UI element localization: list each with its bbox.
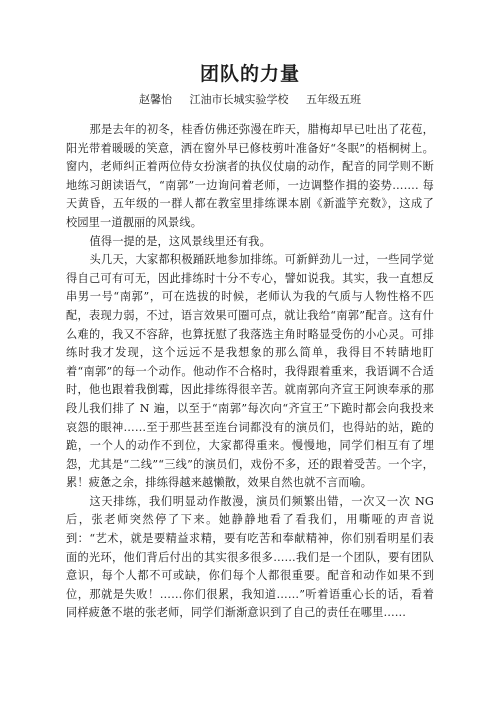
article-body xyxy=(66,121,434,623)
article-byline xyxy=(66,92,434,107)
paragraph: 头几天，大家都积极踊跃地参加排练。可新鲜劲儿一过，一些同学觉得自己可有可无，因此排练时十分不专心，譬如说我。其实，我一直想反串男一号“南郭”，可在选拔的时候，老师认为我的气质与人物性格不匹配，表现力弱，不过，语言效果可圈可点，就让我给“南郭”配音。这有什么难的，我又不容辞，也算抚慰了我落选主角时略显受伤的小心灵。可排练时我才发现，这个远远不是我想象的那么简单，我得目不转睛地盯着“南郭”的每一个动作。他动作不合格时，我得跟着重来，我语调不合适时，他也跟着我倒霉，因此排练得很辛苦。就南郭向齐宣王阿谀奉承的那段儿我们排了 N 遍，以至于“南郭”每次向“齐宣王”下跪时都会向我投来哀怨的眼神……至于那些甚至连台词都没有的演员们，也得站的站，跪的跪，一个人的动作不到位，大家都得重来。慢慢地，同学们相互有了埋怨，尤其是“二线”“三线”的演员们，戏份不多，还的跟着受苦。一个字，累！疲惫之余，排练得越来越懒散，效果自然也就不言而喻。 xyxy=(66,253,434,490)
school-name: 江油市长城实验学校 xyxy=(189,93,289,106)
article-title: 团队的力量 xyxy=(199,63,300,85)
author-name: 赵馨怡 xyxy=(139,93,172,106)
paragraph: 值得一提的是，这风景线里还有我。 xyxy=(89,234,271,248)
paragraph: 这天排练，我们明显动作散漫，演员们频繁出错，一次又一次 NG 后，张老师突然停了下来。她静静地看了看我们，用嘶哑的声音说到：“艺术，就是要精益求精，要有吃苦和奉献精神，你们别看明星们表面的光环，他们背后付出的其实很多很多……我们是一个团队，要有团队意识，每个人都不可或缺，你们每个人都很重要。配音和动作如果不到位，那就是失败！……你们很累，我知道……”听着语重心长的话，看着同样疲惫不堪的张老师，同学们渐渐意识到了自己的责任在哪里…… xyxy=(66,494,434,620)
paragraph: 那是去年的初冬，桂香仿佛还弥漫在昨天，腊梅却早已吐出了花苞，阳光带着暖暖的笑意，洒在窗外早已修枝剪叶准备好“冬眠”的梧桐树上。窗内，老师纠正着两位侍女扮演者的执仪仗扇的动作，配音的同学则不断地练习朗读语气，“南郭”一边询问着老师，一边调整作揖的姿势……. 每天黄昏，五年级的一群人都在教室里排练课本剧《新滥竽充数》，这成了校园里一道靓丽的风景线。 xyxy=(66,123,434,229)
class-name: 五年级五班 xyxy=(306,93,361,106)
